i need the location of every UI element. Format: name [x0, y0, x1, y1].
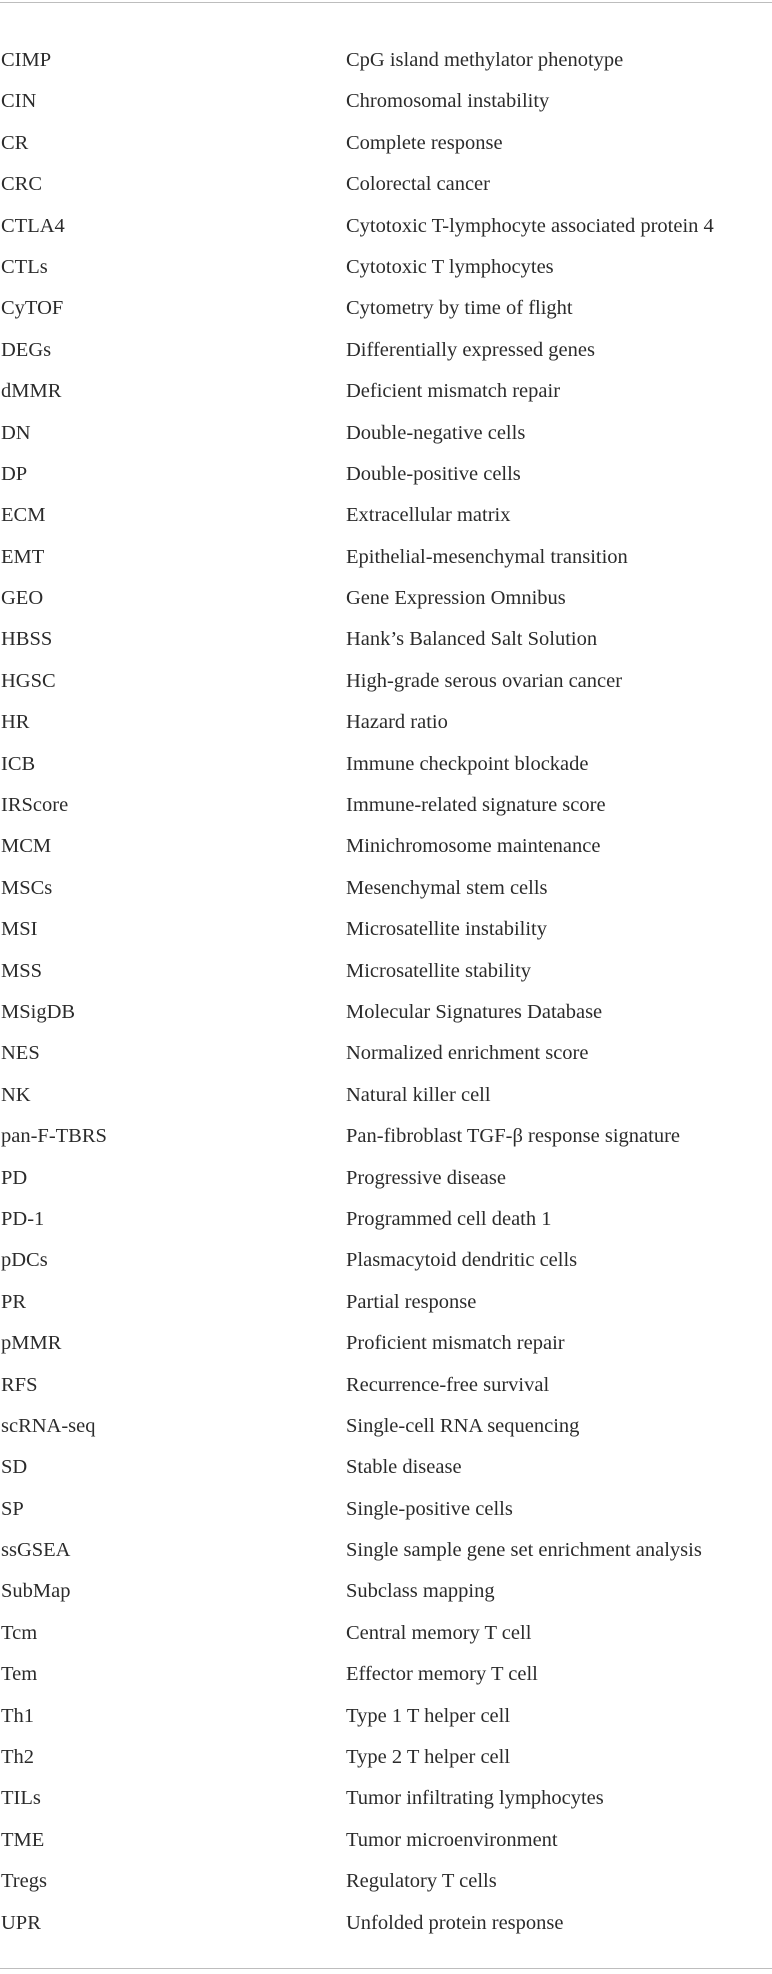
table-row [0, 495, 772, 536]
abbreviation-cell: TME [1, 1828, 45, 1851]
table-row [0, 1571, 772, 1612]
definition-cell: Single sample gene set enrichment analysis [346, 1539, 702, 1562]
abbreviation-cell: MSS [1, 959, 43, 982]
definition-cell: Chromosomal instability [346, 90, 550, 113]
definition-cell: Central memory T cell [346, 1621, 532, 1644]
abbreviation-cell: EMT [1, 545, 45, 568]
abbreviation-cell: MSI [1, 918, 38, 941]
definition-cell: Deficient mismatch repair [346, 380, 561, 403]
definition-cell: Immune checkpoint blockade [346, 752, 589, 775]
abbreviation-cell: DP [1, 462, 28, 485]
abbreviation-cell: UPR [1, 1911, 41, 1934]
abbreviation-cell: MSCs [1, 876, 53, 899]
abbreviation-cell: MSigDB [1, 1000, 76, 1023]
abbreviation-cell: CIN [1, 90, 37, 113]
table-row [0, 826, 772, 867]
abbreviation-cell: Th2 [1, 1746, 35, 1769]
table-row [0, 206, 772, 247]
definition-cell: Microsatellite instability [346, 918, 547, 941]
abbreviation-cell: PD [1, 1166, 28, 1189]
table-row [0, 1489, 772, 1530]
abbreviation-cell: pDCs [1, 1249, 48, 1272]
abbreviations-table [0, 40, 772, 1944]
table-row [0, 1365, 772, 1406]
abbreviation-cell: PD-1 [1, 1207, 45, 1230]
definition-cell: Microsatellite stability [346, 959, 532, 982]
table-row [0, 164, 772, 205]
abbreviation-cell: dMMR [1, 380, 62, 403]
abbreviation-cell: HGSC [1, 669, 56, 692]
table-row [0, 1820, 772, 1861]
table-row [0, 785, 772, 826]
abbreviation-cell: pMMR [1, 1332, 62, 1355]
abbreviation-cell: CR [1, 131, 29, 154]
definition-cell: High-grade serous ovarian cancer [346, 669, 623, 692]
abbreviation-cell: PR [1, 1290, 27, 1313]
table-row [0, 1282, 772, 1323]
table-row [0, 537, 772, 578]
abbreviation-cell: SP [1, 1497, 24, 1520]
table-row [0, 1033, 772, 1074]
definition-cell: Colorectal cancer [346, 173, 490, 196]
abbreviation-cell: IRScore [1, 794, 69, 817]
definition-cell: Tumor infiltrating lymphocytes [346, 1787, 604, 1810]
definition-cell: Tumor microenvironment [346, 1828, 558, 1851]
definition-cell: Mesenchymal stem cells [346, 876, 548, 899]
table-row [0, 702, 772, 743]
definition-cell: Regulatory T cells [346, 1870, 497, 1893]
definition-cell: Single-cell RNA sequencing [346, 1414, 580, 1437]
definition-cell: Gene Expression Omnibus [346, 587, 566, 610]
definition-cell: Programmed cell death 1 [346, 1207, 552, 1230]
definition-cell: Double-negative cells [346, 421, 526, 444]
definition-cell: Type 1 T helper cell [346, 1704, 511, 1727]
table-top-rule [0, 2, 772, 3]
table-row [0, 1199, 772, 1240]
table-row [0, 247, 772, 288]
definition-cell: Unfolded protein response [346, 1911, 564, 1934]
table-row [0, 1240, 772, 1281]
definition-cell: Effector memory T cell [346, 1663, 538, 1686]
abbreviation-cell: NK [1, 1083, 31, 1106]
table-row [0, 371, 772, 412]
definition-cell: Natural killer cell [346, 1083, 491, 1106]
abbreviation-cell: CRC [1, 173, 43, 196]
abbreviation-cell: NES [1, 1042, 40, 1065]
abbreviation-cell: TILs [1, 1787, 41, 1810]
definition-cell: Subclass mapping [346, 1580, 495, 1603]
definition-cell: Double-positive cells [346, 462, 521, 485]
table-row [0, 1737, 772, 1778]
abbreviation-cell: Th1 [1, 1704, 35, 1727]
table-row [0, 951, 772, 992]
table-row [0, 123, 772, 164]
table-row [0, 454, 772, 495]
table-row [0, 330, 772, 371]
abbreviation-cell: RFS [1, 1373, 38, 1396]
definition-cell: Complete response [346, 131, 503, 154]
definition-cell: Cytometry by time of flight [346, 297, 573, 320]
definition-cell: Type 2 T helper cell [346, 1746, 511, 1769]
table-row [0, 661, 772, 702]
definition-cell: Hank’s Balanced Salt Solution [346, 628, 598, 651]
table-bottom-rule [0, 1968, 772, 1969]
definition-cell: Molecular Signatures Database [346, 1000, 603, 1023]
table-row [0, 744, 772, 785]
table-row [0, 1075, 772, 1116]
definition-cell: Partial response [346, 1290, 477, 1313]
definition-cell: Recurrence-free survival [346, 1373, 550, 1396]
table-row [0, 868, 772, 909]
abbreviation-cell: ssGSEA [1, 1539, 71, 1562]
abbreviation-cell: Tcm [1, 1621, 38, 1644]
definition-cell: Differentially expressed genes [346, 338, 595, 361]
table-row [0, 40, 772, 81]
abbreviation-cell: SD [1, 1456, 28, 1479]
definition-cell: Epithelial-mesenchymal transition [346, 545, 628, 568]
table-row [0, 1903, 772, 1944]
abbreviation-cell: CTLA4 [1, 214, 65, 237]
table-row [0, 1778, 772, 1819]
abbreviation-cell: GEO [1, 587, 44, 610]
table-row [0, 1696, 772, 1737]
table-row [0, 909, 772, 950]
table-row [0, 288, 772, 329]
definition-cell: Proficient mismatch repair [346, 1332, 565, 1355]
definition-cell: Single-positive cells [346, 1497, 513, 1520]
definition-cell: Extracellular matrix [346, 504, 511, 527]
abbreviation-cell: HBSS [1, 628, 53, 651]
abbreviation-cell: pan-F-TBRS [1, 1125, 107, 1148]
table-row [0, 1323, 772, 1364]
table-row [0, 413, 772, 454]
abbreviation-cell: DEGs [1, 338, 52, 361]
abbreviation-cell: Tem [1, 1663, 38, 1686]
definition-cell: Hazard ratio [346, 711, 448, 734]
definition-cell: Immune-related signature score [346, 794, 606, 817]
abbreviation-cell: SubMap [1, 1580, 71, 1603]
definition-cell: Cytotoxic T lymphocytes [346, 255, 554, 278]
table-row [0, 1406, 772, 1447]
abbreviation-cell: CyTOF [1, 297, 64, 320]
abbreviation-cell: Tregs [1, 1870, 47, 1893]
abbreviation-cell: ECM [1, 504, 46, 527]
definition-cell: Progressive disease [346, 1166, 506, 1189]
abbreviation-cell: scRNA-seq [1, 1414, 96, 1437]
definition-cell: Normalized enrichment score [346, 1042, 589, 1065]
table-row [0, 1530, 772, 1571]
table-row [0, 1116, 772, 1157]
table-row [0, 1654, 772, 1695]
abbreviation-cell: DN [1, 421, 31, 444]
table-row [0, 1613, 772, 1654]
definition-cell: Pan-fibroblast TGF-β response signature [346, 1125, 681, 1148]
abbreviation-cell: ICB [1, 752, 36, 775]
table-row [0, 1158, 772, 1199]
table-row [0, 81, 772, 122]
abbreviation-cell: CIMP [1, 49, 52, 71]
abbreviation-cell: CTLs [1, 255, 48, 278]
definition-cell: CpG island methylator phenotype [346, 49, 624, 71]
table-row [0, 578, 772, 619]
definition-cell: Minichromosome maintenance [346, 835, 601, 858]
abbreviation-cell: MCM [1, 835, 52, 858]
definition-cell: Cytotoxic T-lymphocyte associated protein 4 [346, 214, 714, 237]
table-row [0, 619, 772, 660]
table-row [0, 1861, 772, 1902]
table-row [0, 1447, 772, 1488]
definition-cell: Plasmacytoid dendritic cells [346, 1249, 578, 1272]
table-row [0, 992, 772, 1033]
abbreviation-cell: HR [1, 711, 30, 734]
definition-cell: Stable disease [346, 1456, 462, 1479]
